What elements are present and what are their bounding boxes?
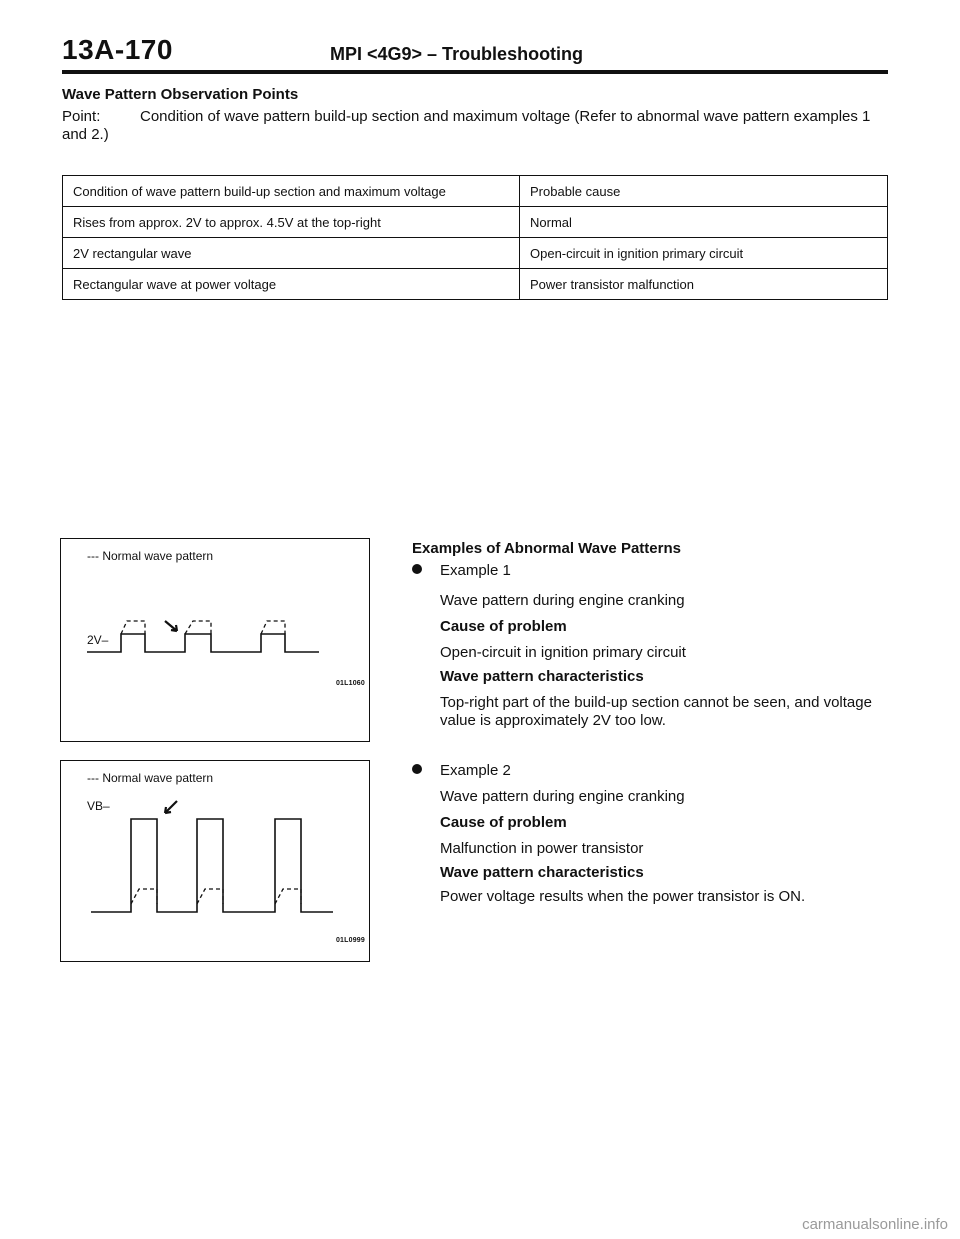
table-header-cause: Probable cause [520,176,888,207]
probable-cause-table [62,175,888,300]
voltage-level-label: 2V– [87,633,109,647]
example-title-row [412,762,888,780]
characteristics-text: Top-right part of the build-up section cannot be seen, and voltage value is approximately 2V too low. [440,694,872,729]
example-1 [412,562,888,730]
cause-text: Open-circuit in ignition primary circuit [440,644,686,661]
table-row [63,238,888,269]
characteristics-text: Power voltage results when the power transistor is ON. [440,888,806,905]
characteristics-heading: Wave pattern characteristics [440,864,644,881]
figure-example-2 [60,760,370,962]
watermark: carmanualsonline.info [802,1216,948,1233]
header-rule [62,70,888,74]
point-text: Condition of wave pattern build-up section and maximum voltage (Refer to abnormal wave pattern examples 1 and 2.) [62,108,871,143]
cause-text: Malfunction in power transistor [440,840,644,857]
voltage-level-label: VB– [87,799,110,813]
example-condition: Wave pattern during engine cranking [440,788,685,805]
point-label: Point: [62,108,101,125]
section-heading: Wave Pattern Observation Points [62,86,299,103]
table-cell-cause: Power transistor malfunction [520,269,888,300]
running-title: MPI <4G9> – Troubleshooting [330,44,584,64]
figure-caption: --- Normal wave pattern [87,771,214,785]
examples-heading: Examples of Abnormal Wave Patterns [412,540,681,557]
table-cell-condition: Rises from approx. 2V to approx. 4.5V at the top-right [63,207,520,238]
waveform-diagram-1 [61,539,369,741]
normal-wave-dashed [121,621,285,634]
bullet-icon [412,564,422,574]
figure-caption: --- Normal wave pattern [87,549,214,563]
table-header-condition: Condition of wave pattern build-up section and maximum voltage [63,176,520,207]
cause-heading: Cause of problem [440,618,567,635]
example-title: Example 1 [440,562,511,579]
table-cell-condition: 2V rectangular wave [63,238,520,269]
abnormal-wave-solid [91,819,333,912]
table-row [63,207,888,238]
point-paragraph [62,108,892,144]
table-cell-cause: Open-circuit in ignition primary circuit [520,238,888,269]
table-header-row [63,176,888,207]
characteristics-heading: Wave pattern characteristics [440,668,644,685]
page-number: 13A-170 [62,34,173,65]
figure-code: 01L0999 [335,937,365,944]
table-cell-condition: Rectangular wave at power voltage [63,269,520,300]
bullet-icon [412,764,422,774]
arrow-icon [165,801,177,813]
waveform-diagram-2 [61,761,369,961]
abnormal-wave-solid [87,634,319,652]
example-condition: Wave pattern during engine cranking [440,592,685,609]
example-2 [412,762,888,906]
arrow-icon [165,621,177,631]
figure-example-1 [60,538,370,742]
example-title-row [412,562,888,580]
cause-heading: Cause of problem [440,814,567,831]
table-row [63,269,888,300]
table-cell-cause: Normal [520,207,888,238]
figure-code: 01L1060 [335,680,365,687]
example-title: Example 2 [440,762,511,779]
